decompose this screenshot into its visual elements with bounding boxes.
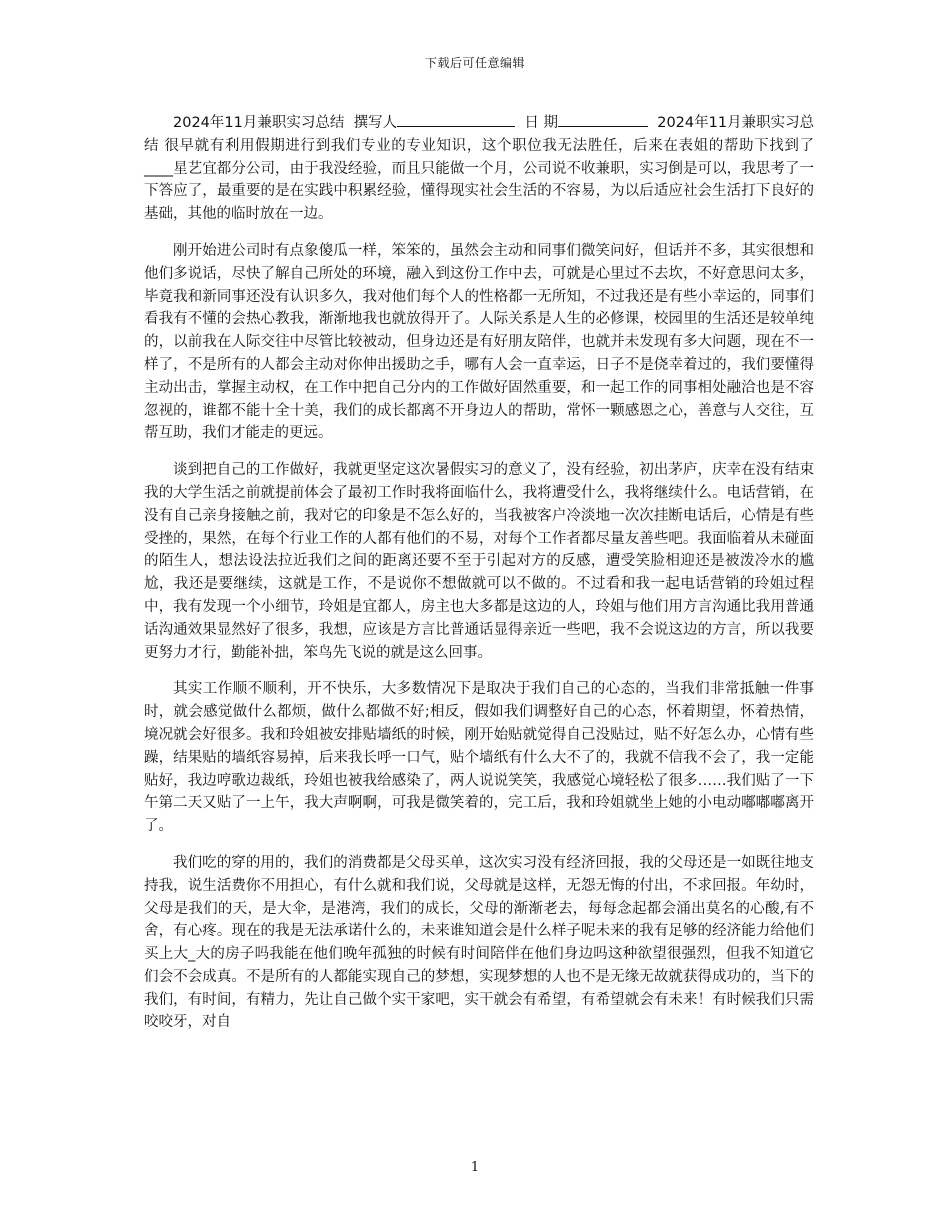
intro-paragraph bbox=[144, 112, 814, 226]
writer-label: 撰写人 bbox=[353, 115, 398, 131]
body-paragraph: 谈到把自己的工作做好，我就更坚定这次暑假实习的意义了，没有经验，初出茅庐，庆幸在没有结束我的大学生活之前就提前体会了最初工作时我将面临什么，我将遭受什么，我将继续什么。电话营销，在没有自己亲身接触之前，我对它的印象是不怎么好的，当我被客户冷淡地一次次挂断电话后，心情是有些受挫的，果然，在每个行业工作的人都有他们的不易，对每个工作者都尽量友善些吧。我面临着从未碰面的陌生人，想法设法拉近我们之间的距离还要不至于引起对方的反感，遭受笑脸相迎还是被泼冷水的尴尬，我还是要继续，这就是工作，不是说你不想做就可以不做的。不过看和我一起电话营销的玲姐过程中，我有发现一个小细节，玲姐是宜都人，房主也大多都是这边的人，玲姐与他们用方言沟通比我用普通话沟通效果显然好了很多，我想，应该是方言比普通话显得亲近一些吧，我不会说这边的方言，所以我要更努力才行，勤能补拙，笨鸟先飞说的就是这么回事。 bbox=[144, 462, 814, 661]
intro-text: 2024年11月兼职实习总结 很早就有利用假期进行到我们专业的专业知识，这个职位我无法胜任，后来在表姐的帮助下找到了____星艺宜都分公司，由于我没经验，而且只能做一个月，公司说不收兼职，实习倒是可以，我思考了一下答应了，最重要的是在实践中积累经验，懂得现实社会生活的不容易，为以后适应社会生活打下良好的基础，其他的临时放在一边。 bbox=[144, 115, 815, 223]
body-paragraph: 刚开始进公司时有点象傻瓜一样，笨笨的，虽然会主动和同事们微笑问好，但话并不多，其实很想和他们多说话，尽快了解自己所处的环境，融入到这份工作中去，可就是心里过不去坎，不好意思问太多，毕竟我和新同事还没有认识多久，我对他们每个人的性格都一无所知，不过我还是有些小幸运的，同事们看我有不懂的会热心教我，渐渐地我也就放得开了。人际关系是人生的必修课，校园里的生活还是较单纯的，以前我在人际交往中尽管比较被动，但身边还是有好朋友陪伴，也就并未发现有多大问题，现在不一样了，不是所有的人都会主动对你伸出援助之手，哪有人会一直幸运，日子不是侥幸着过的，我们要懂得主动出击，掌握主动权，在工作中把自己分内的工作做好固然重要，和一起工作的同事相处融洽也是不容忽视的，谁都不能十全十美，我们的成长都离不开身边人的帮助，常怀一颗感恩之心，善意与人交往，互帮互助，我们才能走的更远。 bbox=[144, 242, 814, 442]
document-body bbox=[144, 112, 814, 1048]
date-label: 日 期 bbox=[524, 115, 558, 131]
page-number: 1 bbox=[470, 1160, 480, 1175]
date-blank bbox=[558, 112, 648, 127]
body-paragraph: 其实工作顺不顺利，开不快乐，大多数情况下是取决于我们自己的心态的，当我们非常抵触一件事时，就会感觉做什么都烦，做什么都做不好;相反，假如我们调整好自己的心态，怀着期望，怀着热情，境况就会好很多。我和玲姐被安排贴墙纸的时候，刚开始贴就觉得自己没贴过，贴不好怎么办，心情有些躁，结果贴的墙纸容易掉，后来我长呼一口气，贴个墙纸有什么大不了的，我就不信我不会了，我一定能贴好，我边哼歌边裁纸，玲姐也被我给感染了，两人说说笑笑，我感觉心境轻松了很多……我们贴了一下午第二天又贴了一上午，我大声啊啊，可我是微笑着的，完工后，我和玲姐就坐上她的小电动嘟嘟嘟离开了。 bbox=[144, 681, 814, 835]
body-paragraph: 我们吃的穿的用的，我们的消费都是父母买单，这次实习没有经济回报，我的父母还是一如既往地支持我，说生活费你不用担心，有什么就和我们说，父母就是这样，无怨无悔的付出，不求回报。年幼时，父母是我们的天，是大伞，是港湾，我们的成长，父母的渐渐老去，每每念起都会涌出莫名的心酸,有不舍，有心疼。现在的我是无法承诺什么的，未来谁知道会是什么样子呢未来的我有足够的经济能力给他们买上大_大的房子吗我能在他们晚年孤独的时候有时间陪伴在他们身边吗这种欲望很强烈，但我不知道它们会不会成真。不是所有的人都能实现自己的梦想，实现梦想的人也不是无缘无故就获得成功的，当下的我们，有时间，有精力，先让自己做个实干家吧，实干就会有希望，有希望就会有未来！有时候我们只需咬咬牙，对自 bbox=[144, 854, 814, 1031]
document-title: 2024年11月兼职实习总结 bbox=[173, 115, 345, 131]
intro-heading-line bbox=[173, 115, 653, 131]
header-note: 下载后可任意编辑 bbox=[424, 56, 525, 70]
writer-blank bbox=[397, 112, 515, 127]
